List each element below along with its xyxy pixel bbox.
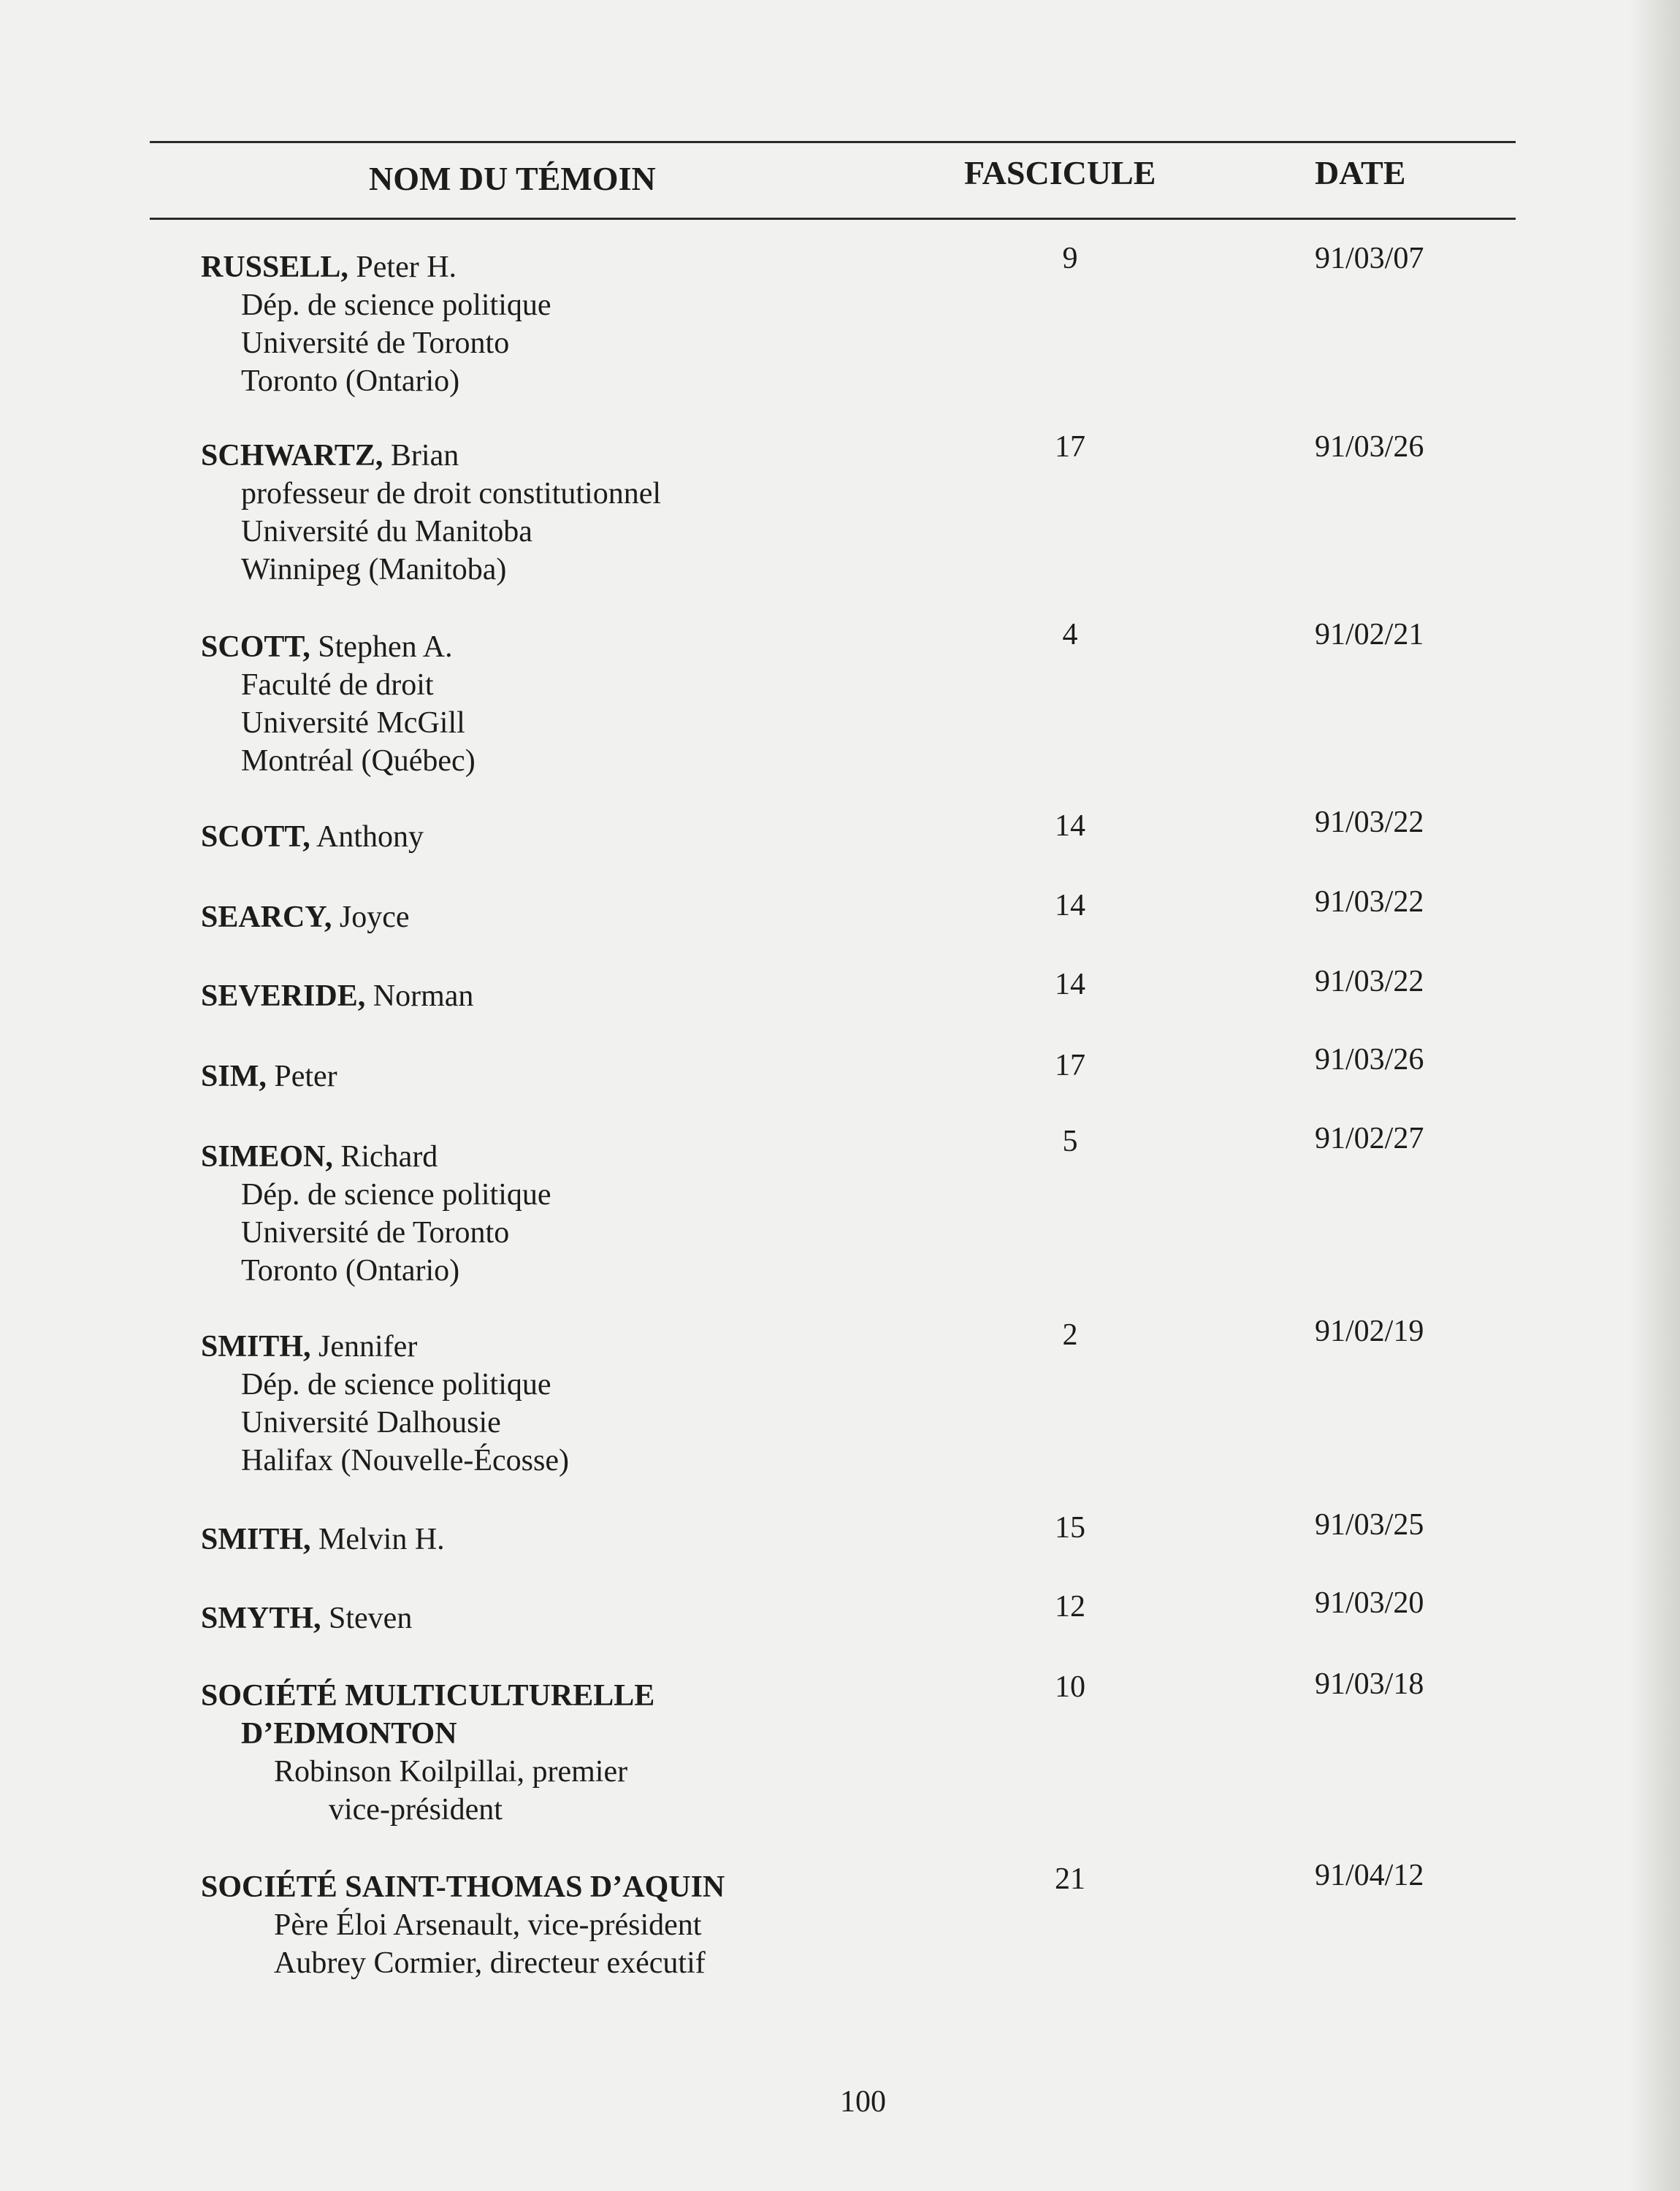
fascicule-number: 14 bbox=[1055, 809, 1085, 843]
witness-entry bbox=[201, 1138, 551, 1290]
hearing-date: 91/03/18 bbox=[1315, 1667, 1424, 1701]
fascicule-number: 21 bbox=[1055, 1862, 1085, 1896]
witness-surname: SCOTT, bbox=[201, 630, 310, 664]
witness-given-name: Joyce bbox=[332, 901, 410, 934]
witness-surname: SIM, bbox=[201, 1060, 267, 1093]
witness-given-name: Jennifer bbox=[310, 1330, 418, 1364]
witness-surname: SMITH, bbox=[201, 1523, 311, 1556]
witness-representative: Père Éloi Arsenault, vice-président bbox=[274, 1908, 702, 1942]
witness-surname: SEARCY, bbox=[201, 901, 332, 934]
witness-representative: Aubrey Cormier, directeur exécutif bbox=[274, 1946, 706, 1980]
witness-entry bbox=[201, 1868, 725, 1982]
witness-given-name: Stephen A. bbox=[310, 630, 453, 664]
witness-affiliation: Halifax (Nouvelle-Écosse) bbox=[241, 1444, 569, 1477]
witness-surname: SCOTT, bbox=[201, 820, 310, 854]
witness-given-name: Peter bbox=[266, 1060, 337, 1093]
witness-surname: SIMEON, bbox=[201, 1140, 333, 1174]
witness-affiliation: Université de Toronto bbox=[241, 326, 510, 360]
fascicule-number: 10 bbox=[1055, 1670, 1085, 1704]
hearing-date: 91/03/26 bbox=[1315, 430, 1424, 464]
fascicule-number: 14 bbox=[1055, 968, 1085, 1001]
hearing-date: 91/03/25 bbox=[1315, 1508, 1424, 1542]
hearing-date: 91/04/12 bbox=[1315, 1859, 1424, 1892]
witness-surname: SCHWARTZ, bbox=[201, 439, 383, 473]
witness-representative: Robinson Koilpillai, premier bbox=[274, 1755, 628, 1789]
witness-entry bbox=[201, 628, 476, 780]
fascicule-number: 17 bbox=[1055, 430, 1085, 464]
witness-entry bbox=[201, 898, 409, 936]
witness-entry bbox=[201, 977, 473, 1015]
witness-affiliation: Montréal (Québec) bbox=[241, 744, 476, 778]
witness-surname: SMYTH, bbox=[201, 1602, 321, 1635]
witness-affiliation: Winnipeg (Manitoba) bbox=[241, 553, 507, 586]
column-header-fascicule: FASCICULE bbox=[964, 154, 1156, 191]
fascicule-number: 2 bbox=[1062, 1318, 1078, 1352]
fascicule-number: 14 bbox=[1055, 889, 1085, 922]
hearing-date: 91/02/21 bbox=[1315, 618, 1424, 651]
hearing-date: 91/03/07 bbox=[1315, 242, 1424, 275]
column-header-date: DATE bbox=[1315, 154, 1406, 191]
witness-affiliation: professeur de droit constitutionnel bbox=[241, 477, 662, 511]
witness-representative: vice-président bbox=[329, 1793, 503, 1827]
witness-entry bbox=[201, 1058, 337, 1096]
fascicule-number: 5 bbox=[1062, 1125, 1078, 1158]
witness-entry bbox=[201, 1521, 445, 1559]
witness-given-name: Steven bbox=[321, 1602, 413, 1635]
hearing-date: 91/03/26 bbox=[1315, 1043, 1424, 1077]
witness-organization: D’EDMONTON bbox=[241, 1717, 457, 1751]
witness-entry bbox=[201, 1599, 412, 1637]
witness-surname: SEVERIDE, bbox=[201, 979, 366, 1013]
witness-organization: SOCIÉTÉ SAINT-THOMAS D’AQUIN bbox=[201, 1870, 725, 1904]
hearing-date: 91/03/22 bbox=[1315, 806, 1424, 839]
fascicule-number: 17 bbox=[1055, 1049, 1085, 1082]
hearing-date: 91/03/20 bbox=[1315, 1586, 1424, 1620]
witness-given-name: Peter H. bbox=[348, 251, 457, 284]
witness-affiliation: Université McGill bbox=[241, 706, 465, 740]
page-number: 100 bbox=[840, 2085, 886, 2119]
witness-affiliation: Dép. de science politique bbox=[241, 1178, 551, 1212]
hearing-date: 91/03/22 bbox=[1315, 965, 1424, 998]
page-edge-shadow bbox=[1629, 0, 1680, 2191]
witness-given-name: Brian bbox=[383, 439, 459, 473]
hearing-date: 91/03/22 bbox=[1315, 885, 1424, 919]
witness-entry bbox=[201, 818, 424, 856]
witness-given-name: Anthony bbox=[310, 820, 424, 854]
witness-affiliation: Faculté de droit bbox=[241, 668, 434, 702]
fascicule-number: 15 bbox=[1055, 1511, 1085, 1545]
fascicule-number: 9 bbox=[1062, 242, 1078, 275]
witness-surname: SMITH, bbox=[201, 1330, 311, 1364]
header-top-rule bbox=[150, 141, 1516, 143]
witness-entry bbox=[201, 1677, 654, 1829]
column-header-name: NOM DU TÉMOIN bbox=[369, 160, 656, 197]
witness-entry bbox=[201, 437, 661, 589]
witness-affiliation: Université du Manitoba bbox=[241, 515, 532, 548]
witness-given-name: Richard bbox=[332, 1140, 438, 1174]
witness-affiliation: Dép. de science politique bbox=[241, 1368, 551, 1402]
fascicule-number: 4 bbox=[1062, 618, 1078, 651]
hearing-date: 91/02/19 bbox=[1315, 1315, 1424, 1348]
witness-affiliation: Toronto (Ontario) bbox=[241, 1254, 460, 1288]
witness-given-name: Norman bbox=[365, 979, 474, 1013]
witness-affiliation: Dép. de science politique bbox=[241, 288, 551, 322]
witness-entry bbox=[201, 1328, 569, 1480]
witness-affiliation: Toronto (Ontario) bbox=[241, 364, 460, 398]
witness-organization: SOCIÉTÉ MULTICULTURELLE bbox=[201, 1679, 655, 1713]
witness-affiliation: Université Dalhousie bbox=[241, 1406, 501, 1439]
witness-entry bbox=[201, 248, 551, 400]
hearing-date: 91/02/27 bbox=[1315, 1122, 1424, 1155]
witness-given-name: Melvin H. bbox=[310, 1523, 445, 1556]
witness-affiliation: Université de Toronto bbox=[241, 1216, 510, 1250]
header-bottom-rule bbox=[150, 218, 1516, 220]
witness-surname: RUSSELL, bbox=[201, 251, 348, 284]
fascicule-number: 12 bbox=[1055, 1590, 1085, 1624]
